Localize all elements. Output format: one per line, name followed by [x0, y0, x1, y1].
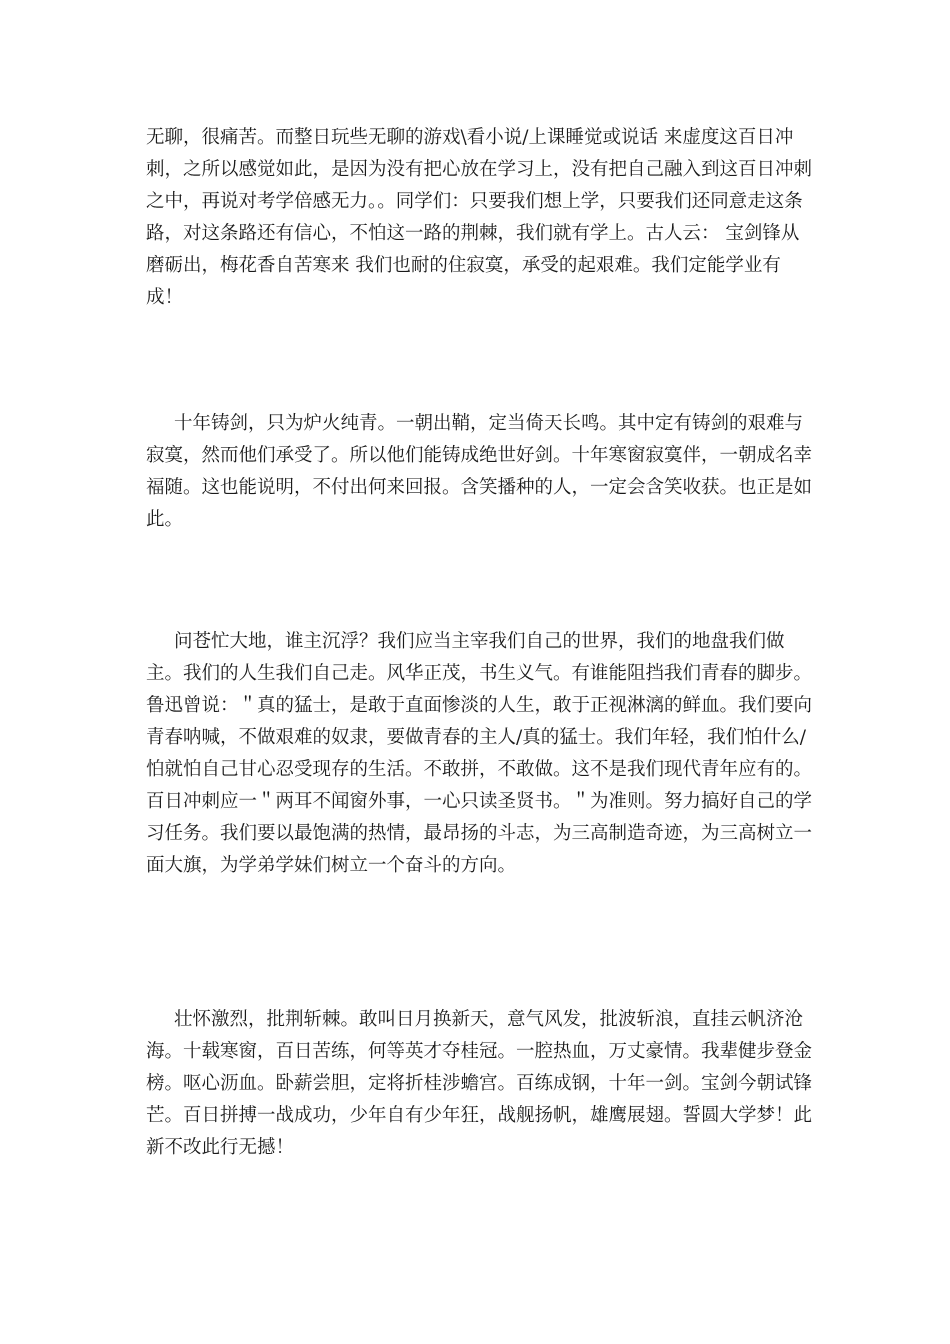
paragraph-1: 无聊，很痛苦。而整日玩些无聊的游戏\看小说/上课睡觉或说话 来虚度这百日冲刺，之所以感觉如此，是因为没有把心放在学习上，没有把自己融入到这百日冲刺之中，再说对考学倍感无力。。同学们：只要我们想上学，只要我们还同意走这条路，对这条路还有信心，不怕这一路的荆棘，我们就有学上。古人云： 宝剑锋从磨砺出，梅花香自苦寒来 我们也耐的住寂寞，承受的起艰难。我们定能学业有成！ — [146, 127, 813, 308]
paragraph-4: 壮怀激烈，批荆斩棘。敢叫日月换新天，意气风发，批波斩浪，直挂云帆济沧海。十载寒窗，百日苦练，何等英才夺桂冠。一腔热血，万丈豪情。我辈健步登金榜。呕心沥血。卧薪尝胆，定将折桂涉蟾宫。百练成钢，十年一剑。宝剑今朝试锋芒。百日拼搏一战成功，少年自有少年狂，战舰扬帆，雄鹰展翅。誓圆大学梦！此新不改此行无撼！ — [146, 1009, 813, 1158]
paragraph-3: 问苍忙大地，谁主沉浮？我们应当主宰我们自己的世界，我们的地盘我们做主。我们的人生我们自己走。风华正茂，书生义气。有谁能阻挡我们青春的脚步。鲁迅曾说：＂真的猛士，是敢于直面惨淡的人生，敢于正视淋漓的鲜血。我们要向青春呐喊，不做艰难的奴隶，要做青春的主人/真的猛士。我们年轻，我们怕什么/怕就怕自己甘心忍受现存的生活。不敢拼，不敢做。这不是我们现代青年应有的。百日冲刺应一＂两耳不闻窗外事，一心只读圣贤书。＂为准则。努力搞好自己的学习任务。我们要以最饱满的热情，最昂扬的斗志，为三高制造奇迹，为三高树立一面大旗，为学弟学妹们树立一个奋斗的方向。 — [146, 631, 813, 876]
paragraph-2: 十年铸剑，只为炉火纯青。一朝出鞘，定当倚天长鸣。其中定有铸剑的艰难与寂寞，然而他们承受了。所以他们能铸成绝世好剑。十年寒窗寂寞伴，一朝成名幸福随。这也能说明，不付出何来回报。含笑播种的人，一定会含笑收获。也正是如此。 — [146, 413, 813, 530]
